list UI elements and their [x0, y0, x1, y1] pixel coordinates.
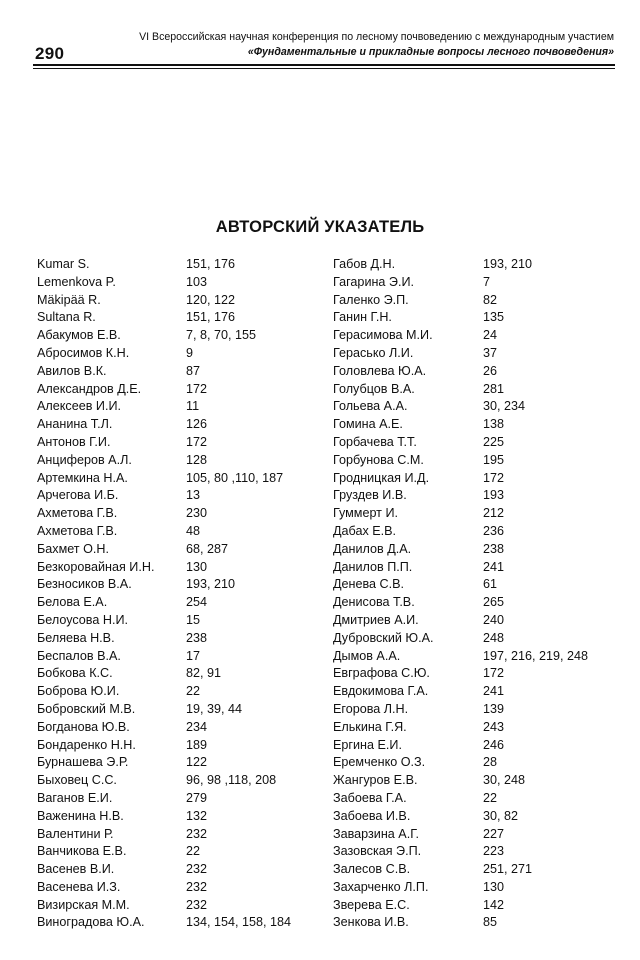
page-references: 139 — [483, 701, 505, 716]
page-references: 151, 176 — [186, 310, 236, 325]
page-references: 105, 80 ,110, 187 — [186, 470, 284, 485]
page-references: 135 — [483, 310, 505, 325]
page-references: 37 — [483, 345, 498, 360]
author-name: Данилов Д.А. — [333, 541, 412, 556]
page-references: 241 — [483, 559, 505, 574]
page-references: 232 — [186, 862, 208, 877]
page-references: 103 — [186, 274, 208, 289]
author-name: Гуммерт И. — [333, 506, 398, 521]
conference-subtitle: «Фундаментальные и прикладные вопросы лесного почвоведения» — [247, 46, 614, 58]
author-name: Груздев И.В. — [333, 488, 407, 503]
page-references: 193, 210 — [186, 577, 236, 592]
author-name: Виноградова Ю.А. — [37, 915, 145, 930]
page-references: 241 — [483, 684, 505, 699]
author-name: Быховец С.С. — [37, 773, 117, 788]
author-name: Забоева Г.А. — [333, 790, 407, 805]
page-references: 238 — [483, 541, 505, 556]
page-references: 246 — [483, 737, 505, 752]
author-name: Безкоровайная И.Н. — [37, 559, 155, 574]
author-name: Kumar S. — [37, 257, 90, 271]
page-references: 132 — [186, 808, 208, 823]
author-name: Зенкова И.В. — [333, 915, 409, 930]
author-name: Алексеев И.И. — [37, 399, 121, 414]
page-references: 22 — [186, 684, 201, 699]
author-name: Забоева И.В. — [333, 808, 411, 823]
author-name: Антонов Г.И. — [37, 434, 111, 449]
author-name: Ахметова Г.В. — [37, 523, 118, 538]
author-name: Беляева Н.В. — [37, 630, 115, 645]
page-references: 61 — [483, 577, 498, 592]
author-name: Бобровский М.В. — [37, 701, 136, 716]
page-references: 248 — [483, 630, 505, 645]
author-name: Гродницкая И.Д. — [333, 470, 430, 485]
header-rule-thick — [33, 64, 615, 66]
conference-title: VI Всероссийская научная конференция по лесному почвоведению с международным участием — [139, 31, 614, 43]
author-name: Бурнашева Э.Р. — [37, 755, 129, 770]
page-references: 243 — [483, 719, 505, 734]
page-references: 230 — [186, 506, 208, 521]
author-name: Галенко Э.П. — [333, 292, 409, 307]
author-name: Ванчикова Е.В. — [37, 844, 127, 859]
page-references: 234 — [186, 719, 208, 734]
author-name: Голубцов В.А. — [333, 381, 415, 396]
page-references: 11 — [186, 399, 200, 414]
author-name: Денисова Т.В. — [333, 595, 415, 610]
author-name: Абросимов К.Н. — [37, 345, 130, 360]
author-name: Александров Д.Е. — [37, 381, 142, 396]
author-name: Sultana R. — [37, 310, 96, 325]
author-name: Lemenkova P. — [37, 274, 116, 289]
page-references: 22 — [483, 790, 498, 805]
page-references: 134, 154, 158, 184 — [186, 915, 292, 930]
author-name: Васенева И.З. — [37, 879, 121, 894]
author-name: Дымов А.А. — [333, 648, 401, 663]
page-references: 82, 91 — [186, 666, 222, 681]
page-references: 28 — [483, 755, 498, 770]
author-name: Горбунова С.М. — [333, 452, 424, 467]
page-references: 238 — [186, 630, 208, 645]
page-references: 212 — [483, 506, 505, 521]
author-name: Белоусова Н.И. — [37, 612, 128, 627]
page-references: 138 — [483, 417, 505, 432]
page-references: 68, 287 — [186, 541, 229, 556]
page-references: 120, 122 — [186, 292, 236, 307]
author-name: Захарченко Л.П. — [333, 879, 429, 894]
author-name: Mäkipää R. — [37, 292, 101, 307]
author-name: Зверева Е.С. — [333, 897, 410, 912]
author-name: Анциферов А.Л. — [37, 452, 132, 467]
author-name: Головлева Ю.А. — [333, 363, 427, 378]
author-name: Бобкова К.С. — [37, 666, 113, 681]
page-references: 30, 234 — [483, 399, 526, 414]
page-references: 9 — [186, 345, 194, 360]
author-name: Елькина Г.Я. — [333, 719, 407, 734]
page-references: 279 — [186, 790, 208, 805]
page-references: 130 — [483, 879, 505, 894]
page-references: 240 — [483, 612, 505, 627]
author-name: Жангуров Е.В. — [333, 773, 418, 788]
author-name: Дубровский Ю.А. — [333, 630, 434, 645]
author-name: Васенев В.И. — [37, 862, 115, 877]
author-name: Ананина Т.Л. — [37, 417, 113, 432]
author-name: Зазовская Э.П. — [333, 844, 422, 859]
author-name: Дабах Е.В. — [333, 523, 397, 538]
page-references: 130 — [186, 559, 208, 574]
page-references: 232 — [186, 826, 208, 841]
page-references: 193 — [483, 488, 505, 503]
author-name: Белова Е.А. — [37, 595, 108, 610]
page-references: 195 — [483, 452, 505, 467]
page-references: 30, 248 — [483, 773, 526, 788]
page-references: 122 — [186, 755, 208, 770]
page-references: 26 — [483, 363, 498, 378]
author-name: Еремченко О.З. — [333, 755, 426, 770]
page-references: 251, 271 — [483, 862, 533, 877]
author-name: Егорова Л.Н. — [333, 701, 409, 716]
author-name: Ваганов Е.И. — [37, 790, 113, 805]
author-name: Авилов В.К. — [37, 363, 107, 378]
page-references: 189 — [186, 737, 208, 752]
author-name: Безносиков В.А. — [37, 577, 132, 592]
author-name: Абакумов Е.В. — [37, 328, 121, 343]
author-name: Гомина А.Е. — [333, 417, 403, 432]
author-name: Богданова Ю.В. — [37, 719, 130, 734]
index-title: АВТОРСКИЙ УКАЗАТЕЛЬ — [215, 218, 425, 236]
author-name: Гольева А.А. — [333, 399, 408, 414]
page-number: 290 — [35, 44, 65, 63]
page-references: 254 — [186, 595, 208, 610]
page-references: 126 — [186, 417, 208, 432]
author-name: Данилов П.П. — [333, 559, 413, 574]
author-name: Герасько Л.И. — [333, 345, 414, 360]
page-references: 232 — [186, 897, 208, 912]
page-references: 17 — [186, 648, 201, 663]
page-references: 30, 82 — [483, 808, 519, 823]
page-references: 142 — [483, 897, 505, 912]
author-name: Боброва Ю.И. — [37, 684, 120, 699]
page-references: 172 — [186, 434, 208, 449]
author-name: Важенина Н.В. — [37, 808, 124, 823]
page-references: 87 — [186, 363, 201, 378]
page-references: 172 — [186, 381, 208, 396]
page-references: 7 — [483, 274, 491, 289]
page-references: 13 — [186, 488, 201, 503]
page-references: 236 — [483, 523, 505, 538]
author-name: Арчегова И.Б. — [37, 488, 119, 503]
author-name: Евдокимова Г.А. — [333, 684, 429, 699]
page-references: 172 — [483, 470, 505, 485]
author-name: Денева С.В. — [333, 577, 405, 592]
author-name: Евграфова С.Ю. — [333, 666, 430, 681]
author-name: Залесов С.В. — [333, 862, 411, 877]
page-references: 7, 8, 70, 155 — [186, 328, 257, 343]
page-references: 225 — [483, 434, 505, 449]
page-references: 82 — [483, 292, 498, 307]
page-references: 128 — [186, 452, 208, 467]
author-name: Визирская М.М. — [37, 897, 130, 912]
header-rule-thin — [33, 68, 615, 69]
page-references: 197, 216, 219, 248 — [483, 648, 589, 663]
author-name: Ергина Е.И. — [333, 737, 402, 752]
author-name: Заварзина А.Г. — [333, 826, 419, 841]
page-references: 265 — [483, 595, 505, 610]
page-references: 22 — [186, 844, 201, 859]
author-name: Беспалов В.А. — [37, 648, 121, 663]
author-name: Герасимова М.И. — [333, 328, 433, 343]
page-references: 24 — [483, 328, 498, 343]
page-references: 223 — [483, 844, 505, 859]
author-name: Валентини Р. — [37, 826, 114, 841]
page-references: 193, 210 — [483, 257, 533, 271]
author-name: Артемкина Н.А. — [37, 470, 128, 485]
page-references: 151, 176 — [186, 257, 236, 271]
author-name: Ганин Г.Н. — [333, 310, 392, 325]
page-references: 232 — [186, 879, 208, 894]
page-references: 48 — [186, 523, 201, 538]
author-name: Габов Д.Н. — [333, 257, 396, 271]
author-name: Ахметова Г.В. — [37, 506, 118, 521]
page-references: 15 — [186, 612, 201, 627]
author-name: Бахмет О.Н. — [37, 541, 109, 556]
author-name: Бондаренко Н.Н. — [37, 737, 136, 752]
author-name: Горбачева Т.Т. — [333, 434, 417, 449]
page-references: 172 — [483, 666, 505, 681]
author-name: Дмитриев А.И. — [333, 612, 419, 627]
author-name: Гагарина Э.И. — [333, 274, 415, 289]
page-references: 19, 39, 44 — [186, 701, 243, 716]
page-references: 227 — [483, 826, 505, 841]
page-references: 85 — [483, 915, 498, 930]
page-references: 281 — [483, 381, 505, 396]
page-references: 96, 98 ,118, 208 — [186, 773, 277, 788]
